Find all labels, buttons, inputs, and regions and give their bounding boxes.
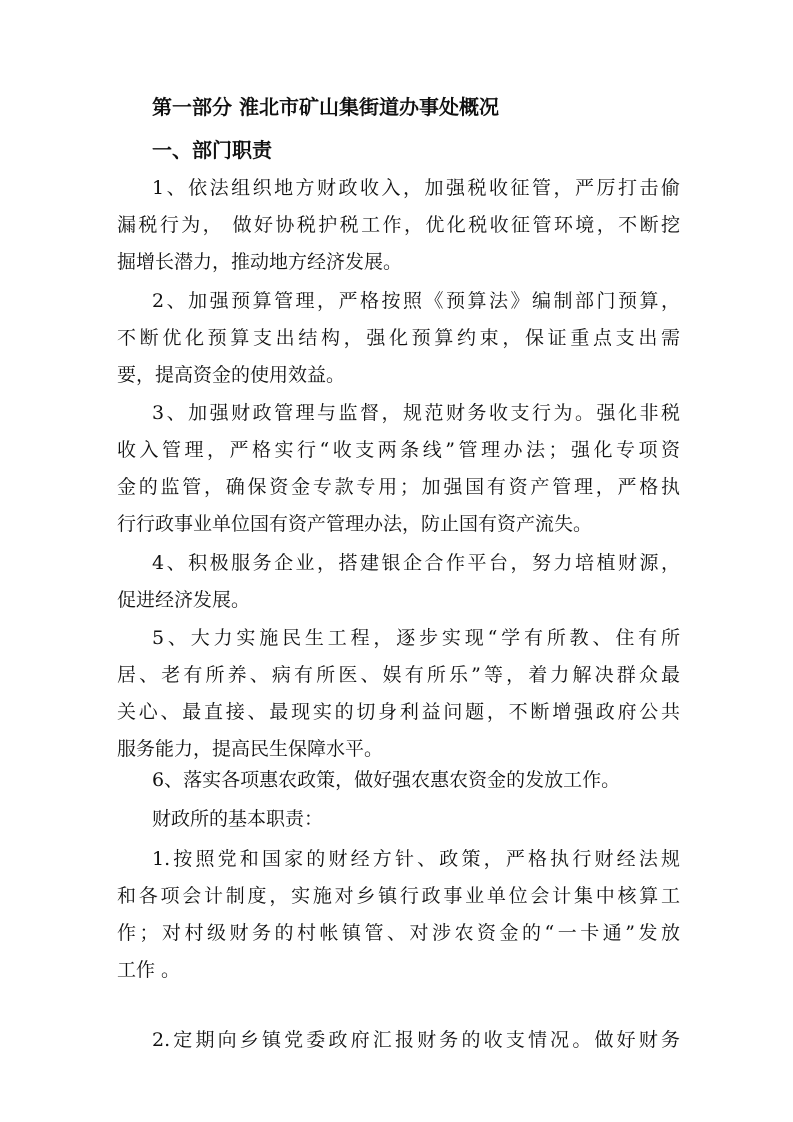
paragraph-line: 2.定期向乡镇党委政府汇报财务的收支情况。做好财务 <box>152 1029 680 1051</box>
paragraph-line: 漏税行为， 做好协税护税工作，优化税收征管环境，不断挖 <box>117 214 680 236</box>
finance-office-title: 财政所的基本职责： <box>152 808 324 830</box>
paragraph-line: 关心、最直接、最现实的切身利益问题，不断增强政府公共 <box>117 701 680 723</box>
section-title: 第一部分 淮北市矿山集街道办事处概况 <box>152 95 499 119</box>
paragraph-line: 6、落实各项惠农政策，做好强农惠农资金的发放工作。 <box>152 769 621 791</box>
paragraph-line: 工作 。 <box>117 959 181 981</box>
paragraph-line: 掘增长潜力，推动地方经济发展。 <box>117 251 403 273</box>
paragraph-line: 1、依法组织地方财政收入，加强税收征管，严厉打击偷 <box>152 177 680 199</box>
paragraph-line: 2、加强预算管理，严格按照《预算法》编制部门预算， <box>152 290 680 312</box>
paragraph-line: 收入管理，严格实行“收支两条线”管理办法；强化专项资 <box>117 439 680 461</box>
subsection-title: 一、部门职责 <box>152 138 272 162</box>
paragraph-line: 作；对村级财务的村帐镇管、对涉农资金的“一卡通”发放 <box>117 922 680 944</box>
paragraph-line: 3、加强财政管理与监督，规范财务收支行为。强化非税 <box>152 402 680 424</box>
paragraph-line: 金的监管，确保资金专款专用；加强国有资产管理，严格执 <box>117 476 680 498</box>
paragraph-line: 服务能力，提高民生保障水平。 <box>117 738 384 760</box>
paragraph-line: 4、积极服务企业，搭建银企合作平台，努力培植财源， <box>152 552 680 574</box>
paragraph-line: 要，提高资金的使用效益。 <box>117 364 346 386</box>
paragraph-line: 居、老有所养、病有所医、娱有所乐”等，着力解决群众最 <box>117 664 680 686</box>
paragraph-line: 和各项会计制度，实施对乡镇行政事业单位会计集中核算工 <box>117 885 680 907</box>
paragraph-line: 行行政事业单位国有资产管理办法，防止国有资产流失。 <box>117 513 593 535</box>
paragraph-line: 1.按照党和国家的财经方针、政策，严格执行财经法规 <box>152 848 680 870</box>
paragraph-line: 5、大力实施民生工程，逐步实现“学有所教、住有所 <box>152 627 680 649</box>
paragraph-line: 不断优化预算支出结构，强化预算约束，保证重点支出需 <box>117 327 680 349</box>
paragraph-line: 促进经济发展。 <box>117 589 251 611</box>
